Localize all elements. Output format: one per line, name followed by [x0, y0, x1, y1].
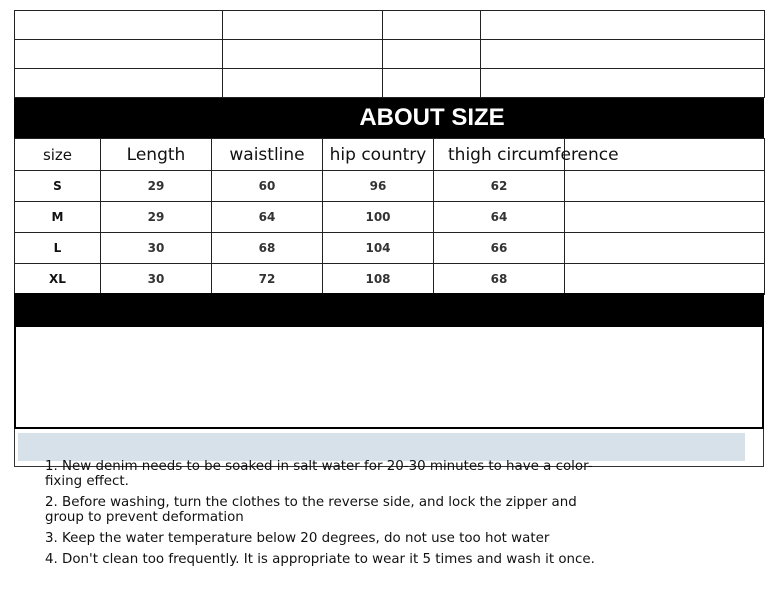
- table-row: [15, 202, 765, 233]
- grid-cell: [15, 11, 223, 40]
- cell-thigh: 62: [434, 171, 565, 202]
- grid-cell: [15, 69, 223, 98]
- cell-hip: 108: [323, 264, 434, 295]
- header-waistline: waistline: [212, 139, 323, 171]
- grid-cell: [223, 69, 383, 98]
- cell-thigh: 64: [434, 202, 565, 233]
- cell-hip: 100: [323, 202, 434, 233]
- cell-size: S: [15, 171, 101, 202]
- care-instructions: [45, 459, 605, 573]
- cell-thigh: 68: [434, 264, 565, 295]
- cell-waistline: 72: [212, 264, 323, 295]
- cell-thigh: 66: [434, 233, 565, 264]
- about-size-banner: [14, 98, 764, 138]
- header-row: [15, 139, 765, 171]
- cell-waistline: 64: [212, 202, 323, 233]
- table-row: [15, 171, 765, 202]
- header-length: Length: [101, 139, 212, 171]
- cell-length: 29: [101, 171, 212, 202]
- black-divider-bar: [14, 293, 764, 325]
- empty-content-box: [14, 325, 764, 429]
- cell-size: M: [15, 202, 101, 233]
- table-row: [15, 233, 765, 264]
- cell-length: 30: [101, 264, 212, 295]
- header-hip: hip country: [323, 139, 434, 171]
- care-note: 4. Don't clean too frequently. It is appropriate to wear it 5 times and wash it once.: [45, 552, 595, 567]
- cell-hip: 104: [323, 233, 434, 264]
- size-chart-table: [14, 138, 765, 295]
- cell-empty: [565, 233, 765, 264]
- cell-size: XL: [15, 264, 101, 295]
- cell-empty: [565, 264, 765, 295]
- grid-cell: [383, 69, 481, 98]
- care-note: 3. Keep the water temperature below 20 degrees, do not use too hot water: [45, 531, 550, 546]
- header-thigh: thigh circumference: [434, 139, 565, 171]
- grid-cell: [481, 69, 765, 98]
- cell-length: 30: [101, 233, 212, 264]
- grid-cell: [15, 40, 223, 69]
- grid-cell: [481, 40, 765, 69]
- cell-waistline: 68: [212, 233, 323, 264]
- header-size: size: [15, 139, 101, 171]
- cell-waistline: 60: [212, 171, 323, 202]
- banner-title: ABOUT SIZE: [359, 104, 505, 131]
- grid-cell: [383, 40, 481, 69]
- care-header-bar: [18, 433, 745, 461]
- grid-cell: [223, 11, 383, 40]
- cell-length: 29: [101, 202, 212, 233]
- grid-cell: [223, 40, 383, 69]
- grid-cell: [481, 11, 765, 40]
- table-row: [15, 264, 765, 295]
- care-note: 1. New denim needs to be soaked in salt water for 20-30 minutes to have a color-fixing effect.: [45, 459, 593, 489]
- cell-size: L: [15, 233, 101, 264]
- cell-empty: [565, 171, 765, 202]
- grid-cell: [383, 11, 481, 40]
- cell-hip: 96: [323, 171, 434, 202]
- care-note: 2. Before washing, turn the clothes to the reverse side, and lock the zipper and group to prevent deformation: [45, 495, 577, 525]
- cell-empty: [565, 202, 765, 233]
- top-empty-grid: [14, 10, 765, 98]
